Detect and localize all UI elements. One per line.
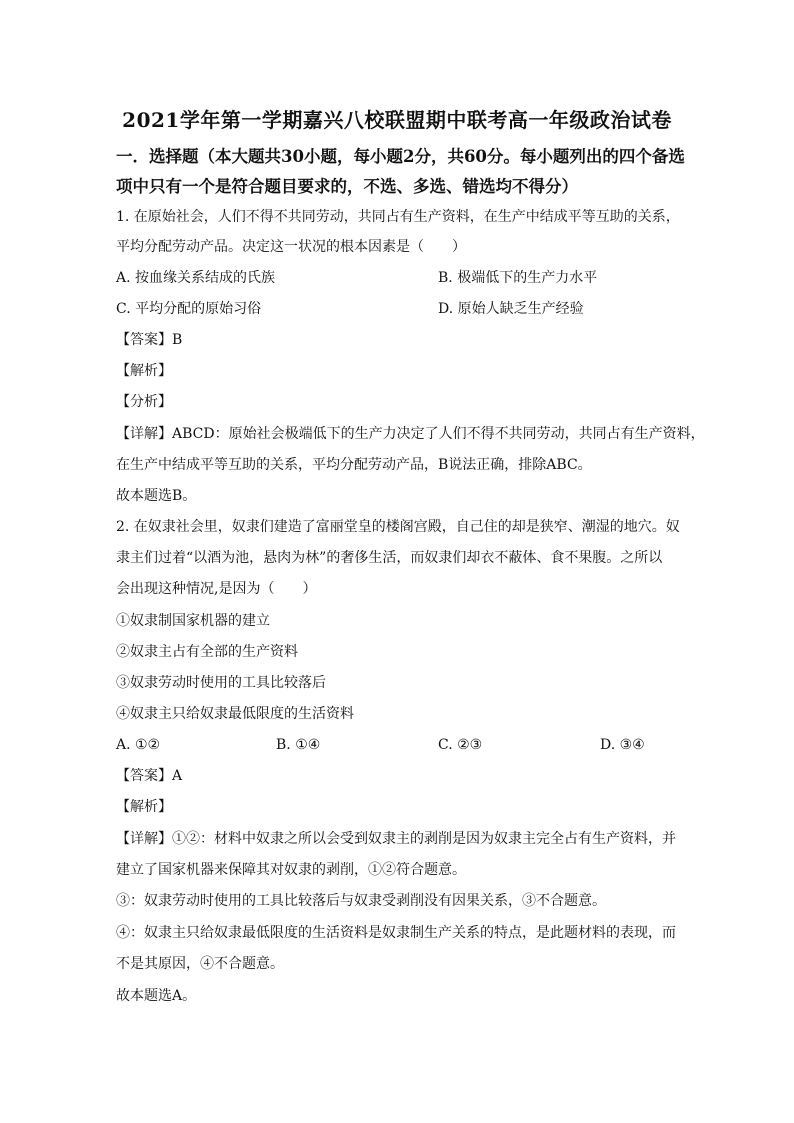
q2-item-3: ③奴隶劳动时使用的工具比较落后: [116, 675, 326, 691]
q2-item-1: ①奴隶制国家机器的建立: [116, 613, 270, 629]
q2-stem-line2: 隶主们过着“以酒为池，悬肉为林”的奢侈生活，而奴隶们却衣不蔽体、食不果腹。之所以: [116, 550, 663, 566]
q1-jiexi-label: 【解析】: [116, 363, 172, 379]
q2-answer: 【答案】A: [116, 768, 183, 784]
q1-stem-line2: 平均分配劳动产品。决定这一状况的根本因素是（ ）: [116, 239, 466, 255]
q2-detail-line4: ④：奴隶主只给奴隶最低限度的生活资料是奴隶制生产关系的特点，是此题材料的表现，而: [116, 925, 676, 941]
q2-item-4: ④奴隶主只给奴隶最低限度的生活资料: [116, 706, 354, 722]
q1-detail-line2: 在生产中结成平等互助的关系，平均分配劳动产品，B说法正确，排除ABC。: [116, 457, 592, 473]
q2-detail-line1: 【详解】①②：材料中奴隶之所以会受到奴隶主的剥削是因为奴隶主完全占有生产资料，并: [116, 831, 676, 847]
q1-option-c: C. 平均分配的原始习俗: [116, 301, 262, 317]
q1-option-b: B. 极端低下的生产力水平: [438, 270, 598, 286]
q2-stem-line3: 会出现这种情况,是因为（ ）: [116, 581, 317, 597]
q2-detail-line2: 建立了国家机器来保障其对奴隶的剥削，①②符合题意。: [116, 862, 466, 878]
q2-option-b: B. ①④: [276, 737, 321, 753]
q2-stem-line1: 2. 在奴隶社会里，奴隶们建造了富丽堂皇的楼阁宫殿，自己住的却是狭窄、潮湿的地穴。奴: [116, 519, 680, 535]
q1-option-a: A. 按血缘关系结成的氏族: [116, 270, 276, 286]
q2-item-2: ②奴隶主占有全部的生产资料: [116, 644, 298, 660]
q1-option-d: D. 原始人缺乏生产经验: [438, 301, 584, 317]
q2-detail-line3: ③：奴隶劳动时使用的工具比较落后与奴隶受剥削没有因果关系，③不合题意。: [116, 893, 606, 909]
q1-detail-line1: 【详解】ABCD：原始社会极端低下的生产力决定了人们不得不共同劳动，共同占有生产资料，: [116, 426, 705, 442]
q2-detail-line5: 不是其原因，④不合题意。: [116, 956, 284, 972]
q1-answer: 【答案】B: [116, 332, 183, 348]
q2-option-a: A. ①②: [116, 737, 161, 753]
section-heading-line1: 一．选择题（本大题共30小题，每小题2分，共60分。每小题列出的四个备选: [116, 147, 685, 166]
q1-fenxi-label: 【分析】: [116, 394, 172, 410]
q2-option-d: D. ③④: [600, 737, 645, 753]
section-heading-line2: 项中只有一个是符合题目要求的，不选、多选、错选均不得分）: [116, 177, 578, 196]
page-title: 2021学年第一学期嘉兴八校联盟期中联考高一年级政治试卷: [122, 108, 672, 132]
q2-option-c: C. ②③: [438, 737, 483, 753]
q2-jiexi-label: 【解析】: [116, 799, 172, 815]
q2-conclusion: 故本题选A。: [116, 988, 197, 1004]
q1-conclusion: 故本题选B。: [116, 488, 197, 504]
q1-stem-line1: 1. 在原始社会，人们不得不共同劳动，共同占有生产资料，在生产中结成平等互助的关系，: [116, 209, 680, 225]
